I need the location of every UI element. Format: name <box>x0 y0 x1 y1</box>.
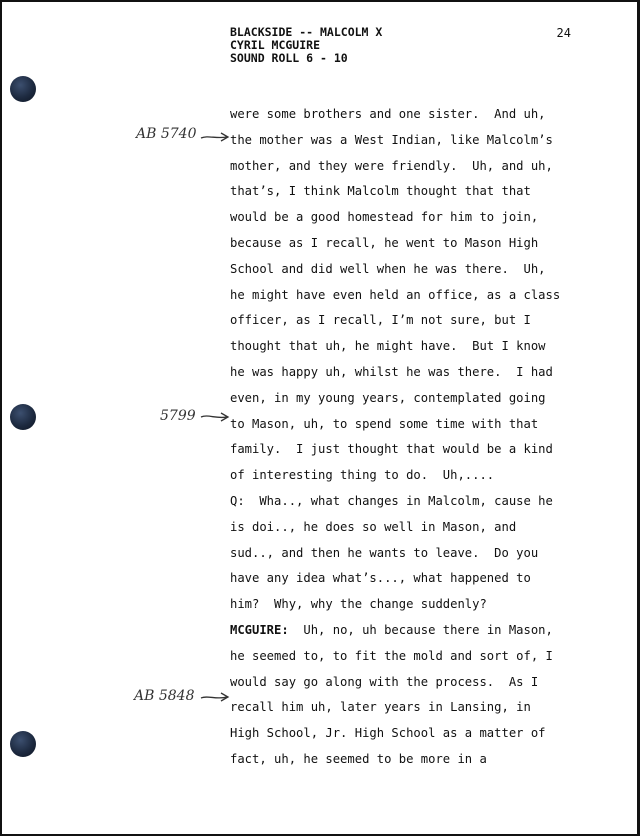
transcript-line: High School, Jr. High School as a matter of <box>230 726 546 741</box>
arrow-icon <box>200 410 230 424</box>
transcript-line: that’s, I think Malcolm thought that that <box>230 184 531 199</box>
binder-hole <box>10 404 36 430</box>
transcript-line: thought that uh, he might have. But I know <box>230 339 546 354</box>
header-project: BLACKSIDE -- MALCOLM X <box>230 25 383 39</box>
document-header <box>230 26 382 65</box>
transcript-line: he seemed to, to fit the mold and sort of, I <box>230 648 553 663</box>
transcript-line: of interesting thing to do. Uh,.... <box>230 468 495 483</box>
transcript-line: him? Why, why the change suddenly? <box>230 597 487 612</box>
speaker-text: Uh, no, uh because there in Mason, <box>288 622 553 637</box>
transcript-line: fact, uh, he seemed to be more in a <box>230 751 487 766</box>
transcript-line: because as I recall, he went to Mason High <box>230 235 539 250</box>
transcript-line: recall him uh, later years in Lansing, in <box>230 700 531 715</box>
handwritten-note: AB 5848 <box>134 688 195 704</box>
transcript-line: have any idea what’s..., what happened to <box>230 571 531 586</box>
transcript-line: mother, and they were friendly. Uh, and uh, <box>230 158 553 173</box>
transcript-line: School and did well when he was there. Uh, <box>230 261 546 276</box>
header-interviewee: CYRIL MCGUIRE <box>230 38 321 52</box>
page-number: 24 <box>556 26 571 40</box>
header-roll: SOUND ROLL 6 - 10 <box>230 51 348 65</box>
transcript-line: were some brothers and one sister. And uh, <box>230 107 546 121</box>
transcript-line: officer, as I recall, I’m not sure, but I <box>230 313 531 328</box>
transcript-line: the mother was a West Indian, like Malcolm’s <box>230 132 553 147</box>
transcript-line: family. I just thought that would be a kind <box>230 442 553 457</box>
handwritten-note: 5799 <box>160 408 196 424</box>
transcript-line: Q: Wha.., what changes in Malcolm, cause he <box>230 493 553 508</box>
transcript-line: to Mason, uh, to spend some time with that <box>230 416 539 431</box>
arrow-icon <box>200 690 230 704</box>
handwritten-note: AB 5740 <box>136 126 197 142</box>
transcript-line: he might have even held an office, as a class <box>230 287 561 302</box>
transcript-line: he was happy uh, whilst he was there. I had <box>230 364 553 379</box>
transcript-line <box>230 618 625 644</box>
arrow-icon <box>200 130 230 144</box>
speaker-label: MCGUIRE: <box>230 622 289 637</box>
transcript-line: would be a good homestead for him to join, <box>230 210 539 225</box>
binder-hole <box>10 731 36 757</box>
transcript-line: is doi.., he does so well in Mason, and <box>230 519 517 534</box>
transcript-line: would say go along with the process. As I <box>230 674 539 689</box>
transcript-body <box>230 102 625 773</box>
transcript-line: even, in my young years, contemplated going <box>230 390 546 405</box>
transcript-line: sud.., and then he wants to leave. Do you <box>230 545 539 560</box>
binder-hole <box>10 76 36 102</box>
